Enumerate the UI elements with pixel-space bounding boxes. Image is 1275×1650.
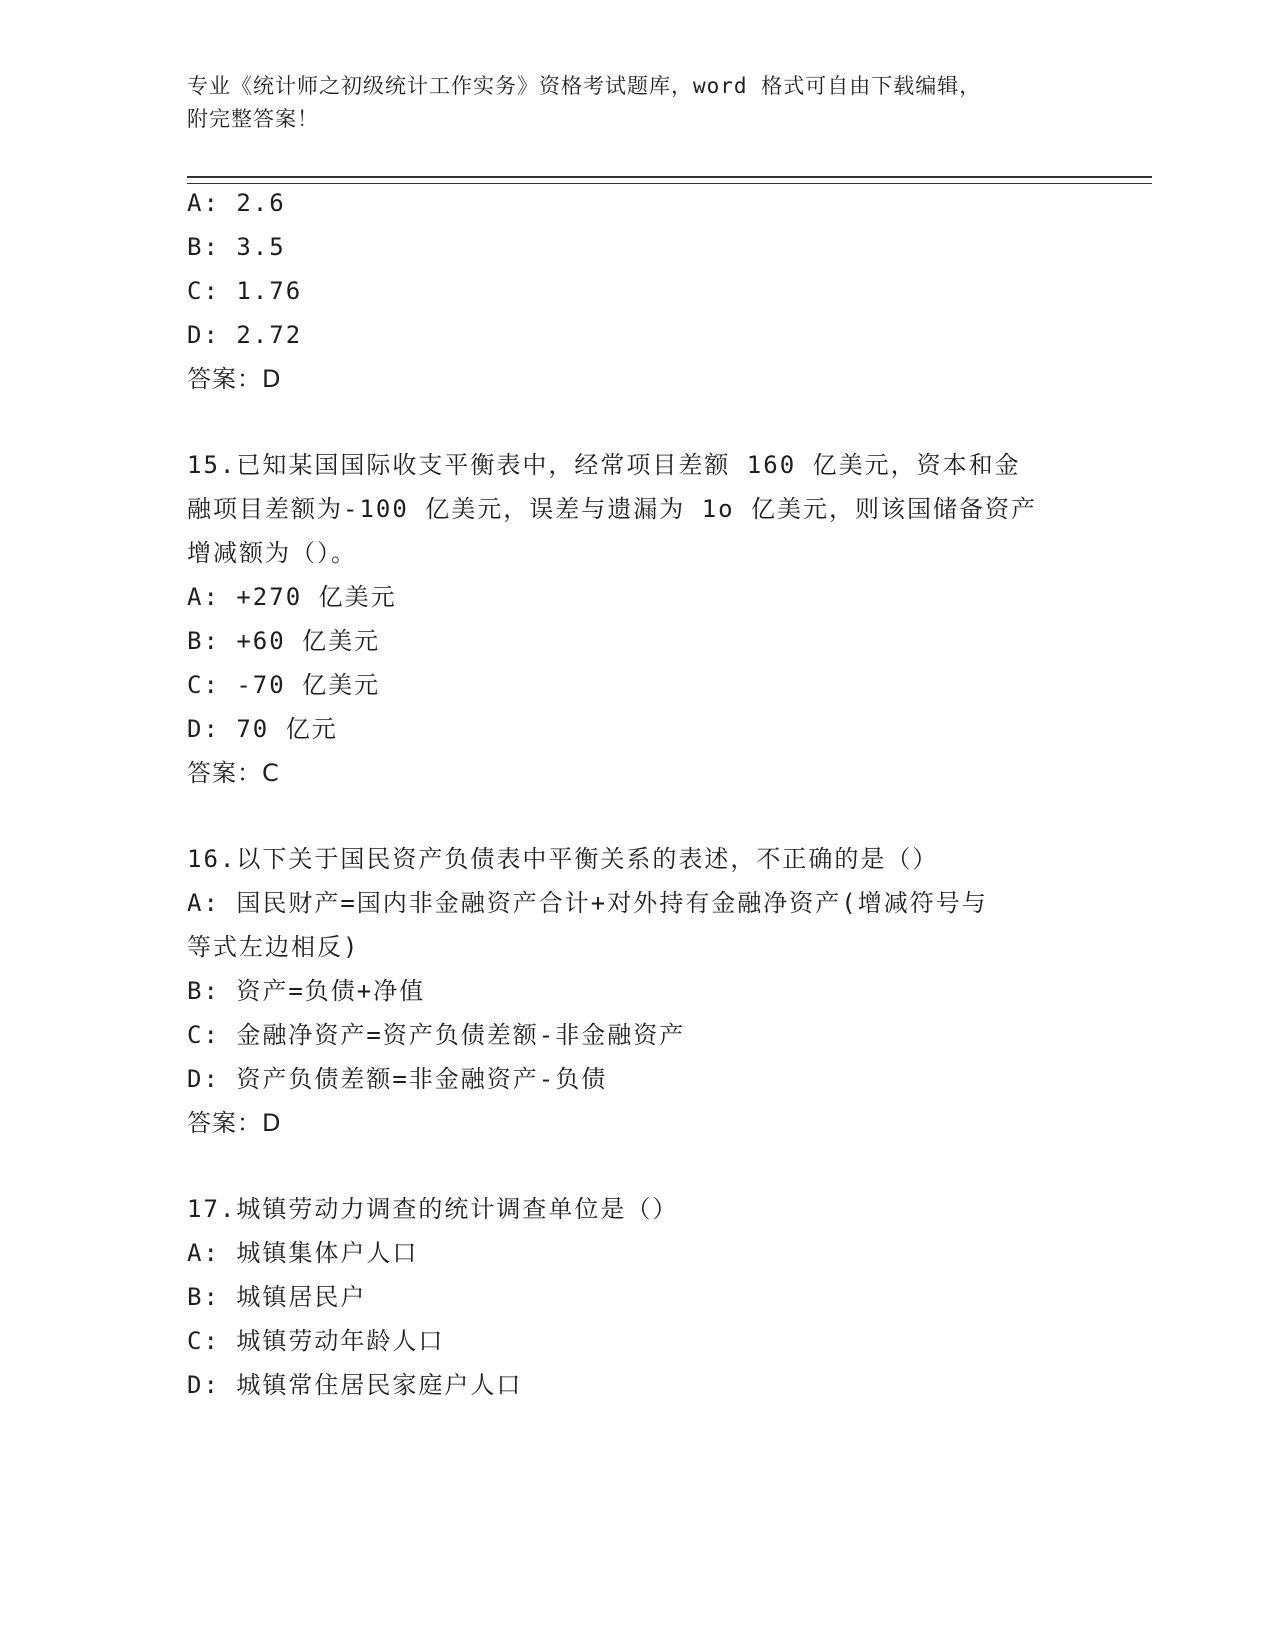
q14-option-b: B: 3.5 [187,233,286,261]
q15-stem-line-2: 融项目差额为-100 亿美元，误差与遗漏为 1o 亿美元，则该国储备资产 [187,495,1038,523]
q17-stem: 17.城镇劳动力调查的统计调查单位是（） [187,1195,679,1223]
q14-option-a: A: 2.6 [187,189,286,217]
q17-option-b: B: 城镇居民户 [187,1283,367,1311]
q14-answer: 答案：D [187,365,282,393]
q14-option-d: D: 2.72 [187,321,303,349]
q15-answer: 答案：C [187,759,280,787]
q15-option-a: A: +270 亿美元 [187,583,397,611]
q14-option-c: C: 1.76 [187,277,303,305]
q16-option-a: A: 国民财产=国内非金融资产合计+对外持有金融净资产(增减符号与 [187,889,988,917]
q15-option-d: D: 70 亿元 [187,715,338,743]
q15-stem-line-3: 增减额为（）。 [187,539,357,567]
q16-answer: 答案：D [187,1109,282,1137]
header-divider-thick [187,176,1152,178]
q16-option-b: B: 资产=负债+净值 [187,977,426,1005]
header-line-1: 专业《统计师之初级统计工作实务》资格考试题库，word 格式可自由下载编辑， [187,74,982,98]
q16-option-c: C: 金融净资产=资产负债差额-非金融资产 [187,1021,686,1049]
document-header [187,70,1087,136]
q15-option-b: B: +60 亿美元 [187,627,381,655]
q15-option-c: C: -70 亿美元 [187,671,381,699]
q16-option-d: D: 资产负债差额=非金融资产-负债 [187,1065,608,1093]
header-line-2: 附完整答案！ [187,107,319,131]
header-divider-thin [187,183,1152,184]
q17-option-d: D: 城镇常住居民家庭户人口 [187,1371,523,1399]
q16-option-a-continued: 等式左边相反) [187,933,360,961]
q16-stem: 16.以下关于国民资产负债表中平衡关系的表述，不正确的是（） [187,845,939,873]
q15-stem-line-1: 15.已知某国国际收支平衡表中，经常项目差额 160 亿美元，资本和金 [187,451,1021,479]
q17-option-a: A: 城镇集体户人口 [187,1239,419,1267]
q17-option-c: C: 城镇劳动年龄人口 [187,1327,445,1355]
